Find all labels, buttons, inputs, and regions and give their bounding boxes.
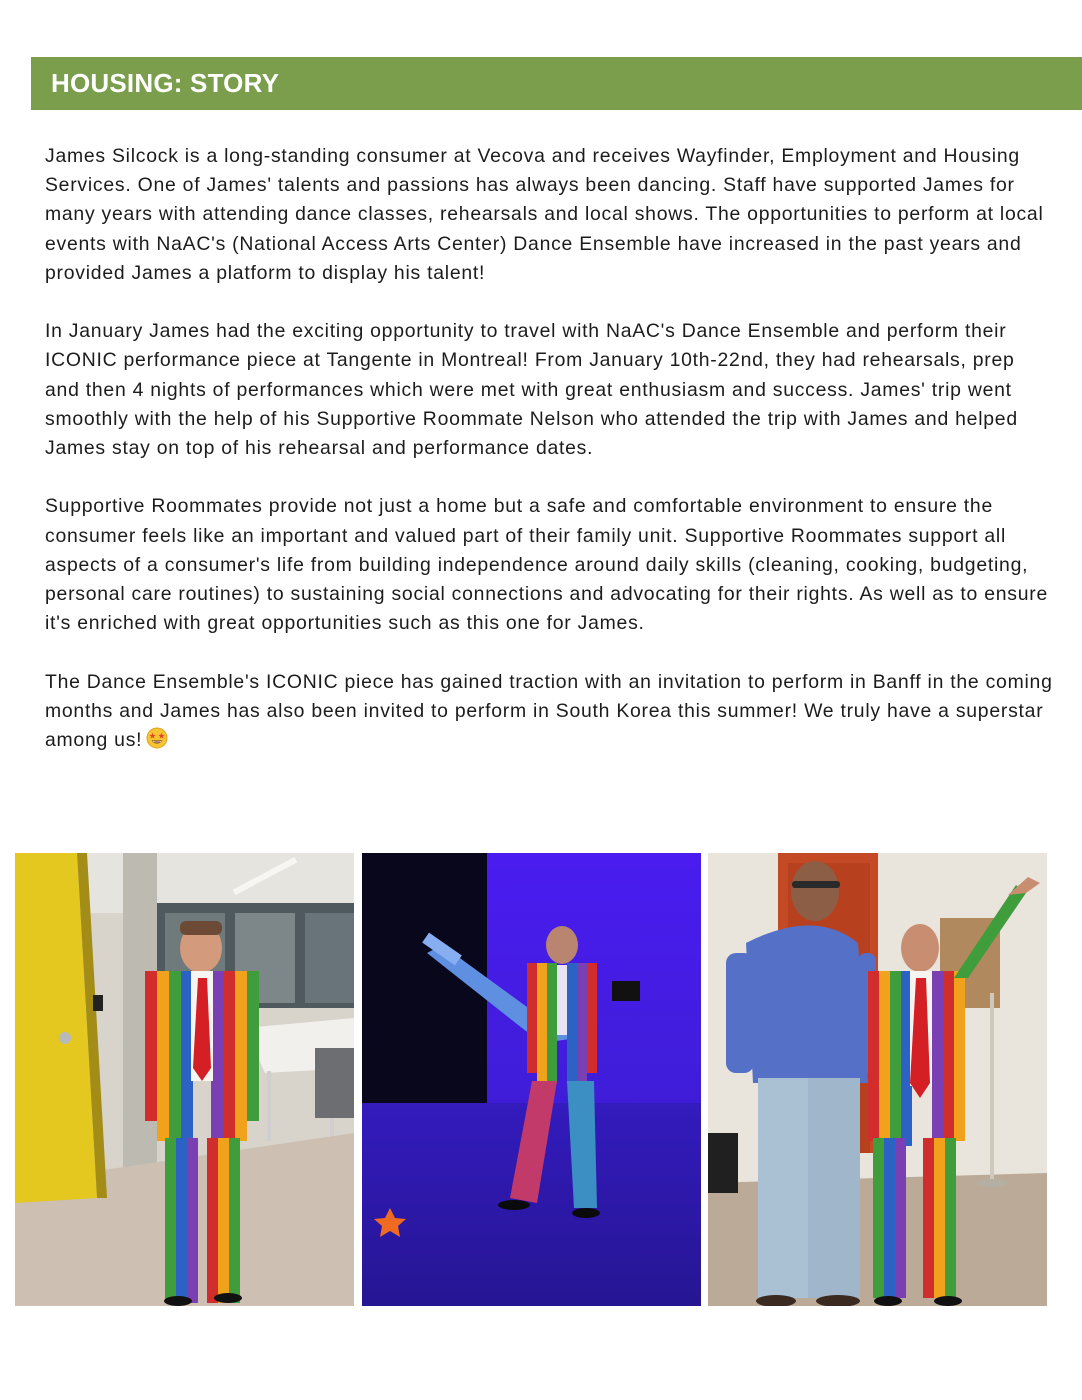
story-paragraph-4-text: The Dance Ensemble's ICONIC piece has gained traction with an invitation to perform in Banff in the coming months and James has also been invited to perform in South Korea this summer! We truly have a superstar among us! [45, 670, 1053, 752]
story-paragraph-4 [45, 668, 1055, 756]
story-body [45, 142, 1055, 784]
star-struck-emoji-icon [146, 727, 168, 749]
page-title: HOUSING: STORY [51, 68, 280, 98]
story-paragraph-2: In January James had the exciting opportunity to travel with NaAC's Dance Ensemble and perform their ICONIC performance piece at Tangente in Montreal! From January 10th-22nd, they had rehearsals, prep and then 4 nights of performances which were met with great enthusiasm and success. James' trip went smoothly with the help of his Supportive Roommate Nelson who attended the trip with James and helped James stay on top of his rehearsal and performance dates. [45, 320, 1018, 460]
photo-james-with-roommate-nelson [708, 853, 1047, 1306]
story-paragraph-1: James Silcock is a long-standing consumer at Vecova and receives Wayfinder, Employment and Housing Services. One of James' talents and passions has always been dancing. Staff have supported James for many years with attending dance classes, rehearsals and local shows. The opportunities to perform at local events with NaAC's (National Access Arts Center) Dance Ensemble have increased in the past years and provided James a platform to display his talent! [45, 145, 1044, 284]
section-header-bar [31, 57, 1082, 110]
story-paragraph-3: Supportive Roommates provide not just a home but a safe and comfortable environment to ensure the consumer feels like an important and valued part of their family unit. Supportive Roommates support all aspects of a consumer's life from building independence around daily skills (cleaning, cooking, budgeting, personal care routines) to sustaining social connections and advocating for their rights. As well as to ensure it's enriched with great opportunities such as this one for James. [45, 495, 1048, 635]
photo-james-dancing-on-stage [362, 853, 701, 1306]
photo-james-rainbow-suit-hallway [15, 853, 354, 1306]
